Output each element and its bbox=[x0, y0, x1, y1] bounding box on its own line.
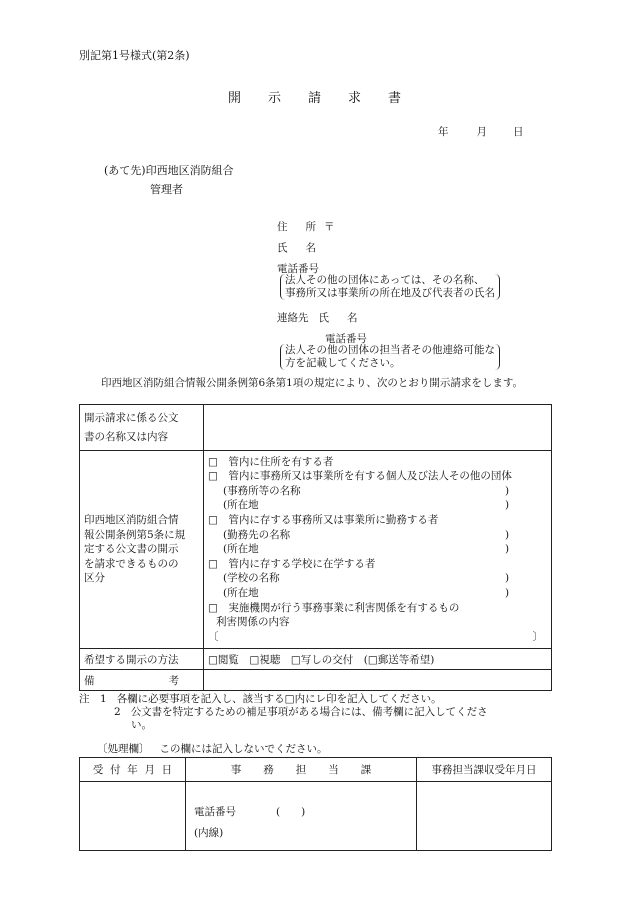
contact-note-line: 法人その他の団体の担当者その他連絡可能な bbox=[285, 344, 495, 356]
remarks-char: 備 bbox=[84, 674, 95, 687]
address-label-char: 所 bbox=[305, 221, 316, 233]
workplace-address-field[interactable] bbox=[208, 542, 547, 557]
method-label-cell: 希望する開示の方法 bbox=[80, 649, 204, 670]
header-char: 日 bbox=[161, 764, 173, 776]
title-char: 書 bbox=[388, 91, 403, 106]
contact-label: 連絡先 bbox=[277, 312, 309, 324]
checkbox-resident[interactable]: □ 管内に住所を有する者 bbox=[208, 455, 334, 468]
applicant-phone-label: 電話番号 bbox=[277, 263, 319, 275]
checkbox-employee[interactable]: □ 管内に存する事務所又は事業所に勤務する者 bbox=[208, 514, 439, 527]
table-row bbox=[80, 405, 552, 451]
note-1 bbox=[79, 693, 488, 706]
date-field[interactable] bbox=[438, 124, 524, 139]
applicant-name-field[interactable] bbox=[277, 240, 316, 255]
remarks-label-cell bbox=[80, 670, 204, 691]
header-char: 年 bbox=[127, 764, 138, 776]
org-note-line: 法人その他の団体にあっては、その名称、 bbox=[285, 274, 485, 286]
title-char: 請 bbox=[307, 91, 322, 106]
workplace-name-field[interactable] bbox=[208, 528, 547, 543]
school-address-field[interactable] bbox=[208, 586, 547, 601]
category-label-line: 印西地区消防組合情 bbox=[84, 514, 179, 527]
phone-paren: ( ) bbox=[276, 806, 306, 818]
title-char: 開 bbox=[227, 91, 242, 106]
department-received-cell[interactable] bbox=[417, 782, 552, 851]
category-label-line: を請求できるものの bbox=[84, 557, 179, 570]
title-char: 求 bbox=[348, 91, 363, 106]
note-text: 公文書を特定するための補足事項がある場合には、備考欄に記入してくださ bbox=[130, 706, 488, 718]
request-table bbox=[79, 404, 552, 691]
checkbox-student[interactable]: □ 管内に存する学校に在学する者 bbox=[208, 557, 376, 570]
checkbox-office-holder[interactable]: □ 管内に事務所又は事業所を有する個人及び法人その他の団体 bbox=[208, 470, 512, 483]
school-address-label: (所在地 bbox=[223, 586, 259, 599]
category-label-line: 区分 bbox=[84, 572, 105, 585]
phone-line bbox=[194, 802, 416, 823]
contact-name-char: 名 bbox=[347, 312, 358, 324]
note-number: 2 bbox=[114, 706, 121, 718]
remarks-input-cell[interactable] bbox=[204, 670, 552, 691]
table-row bbox=[80, 451, 552, 649]
table-row bbox=[80, 758, 552, 782]
workplace-address-label: (所在地 bbox=[223, 543, 259, 556]
document-label-line: 開示請求に係る公文 bbox=[84, 411, 179, 424]
remarks-char: 考 bbox=[168, 674, 179, 687]
workplace-name-label: (勤務先の名称 bbox=[223, 528, 291, 541]
office-address-field[interactable] bbox=[208, 498, 547, 513]
form-label: 別記第1号様式(第2条) bbox=[79, 49, 190, 62]
header-char: 付 bbox=[110, 764, 121, 776]
title-char: 示 bbox=[267, 91, 282, 106]
office-name-field[interactable] bbox=[208, 484, 547, 499]
document-input-cell[interactable] bbox=[204, 405, 552, 451]
applicant-address-field[interactable] bbox=[277, 219, 335, 234]
checkbox-stakeholder[interactable]: □ 実施機関が行う事務事業に利害関係を有するもの bbox=[208, 601, 460, 614]
extension-label: (内線) bbox=[194, 827, 224, 839]
intro-text: 印西地区消防組合情報公開条例第6条第1項の規定により、次のとおり開示請求をします。 bbox=[101, 377, 524, 389]
phone-label: 電話番号 bbox=[194, 806, 236, 818]
department-cell[interactable] bbox=[186, 782, 417, 851]
date-month-label: 月 bbox=[476, 126, 487, 138]
table-row bbox=[80, 670, 552, 691]
contact-note-bracket bbox=[280, 344, 500, 370]
contact-phone-label: 電話番号 bbox=[325, 333, 367, 345]
date-day-label: 日 bbox=[513, 126, 524, 138]
postal-mark: 〒 bbox=[324, 221, 335, 233]
header-char: 月 bbox=[144, 764, 155, 776]
office-name-label: (事務所等の名称 bbox=[223, 484, 301, 497]
contact-name-char: 氏 bbox=[318, 312, 329, 324]
method-options-cell[interactable]: □閲覧 □視聴 □写しの交付 (□郵送等希望) bbox=[204, 649, 552, 670]
category-label-line: 報公開条例第5条に規 bbox=[84, 528, 186, 541]
contact-note-line: 方を記載してください。 bbox=[285, 357, 401, 369]
bracket-close: 〕 bbox=[532, 630, 543, 643]
header-char: 当 bbox=[328, 764, 339, 776]
header-char: 課 bbox=[360, 764, 372, 776]
department-header bbox=[186, 758, 417, 782]
addressee-title: 管理者 bbox=[150, 183, 183, 196]
note-2 bbox=[79, 706, 488, 719]
header-char: 務 bbox=[263, 764, 274, 776]
processing-note: この欄には記入しないでください。 bbox=[159, 743, 328, 755]
date-year-label: 年 bbox=[438, 126, 449, 138]
category-label-cell bbox=[80, 451, 204, 649]
header-char: 事 bbox=[230, 764, 242, 776]
document-label-cell bbox=[80, 405, 204, 451]
interest-field[interactable] bbox=[208, 630, 547, 645]
school-name-field[interactable] bbox=[208, 571, 547, 586]
note-number: 注 1 bbox=[79, 693, 107, 705]
office-address-label: (所在地 bbox=[223, 499, 259, 512]
interest-label: 利害関係の内容 bbox=[216, 616, 290, 629]
processing-tag: 〔処理欄〕 bbox=[97, 743, 150, 755]
contact-name-field[interactable] bbox=[277, 310, 358, 325]
paren-close: ) bbox=[505, 484, 510, 497]
org-note-line: 事務所又は事業所の所在地及び代表者の氏名 bbox=[285, 287, 495, 299]
processing-label bbox=[97, 741, 328, 756]
category-label-line: 定する公文書の開示 bbox=[84, 543, 179, 556]
paren-close: ) bbox=[505, 572, 510, 585]
header-char: 受 bbox=[92, 764, 104, 776]
org-note-bracket bbox=[280, 274, 500, 300]
document-label-line: 書の名称又は内容 bbox=[84, 430, 168, 443]
address-label-char: 住 bbox=[277, 221, 288, 233]
paren-close: ) bbox=[505, 586, 510, 599]
bracket-open: 〔 bbox=[208, 630, 219, 643]
school-name-label: (学校の名称 bbox=[223, 572, 280, 585]
category-options-cell bbox=[204, 451, 552, 649]
received-date-header bbox=[80, 758, 186, 782]
table-row bbox=[80, 782, 552, 851]
name-label-char: 氏 bbox=[277, 242, 288, 254]
paren-close: ) bbox=[505, 528, 510, 541]
note-text: 各欄に必要事項を記入し、該当する□内にレ印を記入してください。 bbox=[116, 693, 442, 705]
received-date-cell[interactable] bbox=[80, 782, 186, 851]
header-char: 担 bbox=[295, 764, 307, 776]
form-title bbox=[0, 87, 630, 106]
name-label-char: 名 bbox=[305, 242, 316, 254]
paren-close: ) bbox=[505, 499, 510, 512]
addressee: (あて先)印西地区消防組合 bbox=[104, 164, 234, 177]
notes bbox=[79, 693, 488, 732]
department-received-header: 事務担当課収受年月日 bbox=[417, 758, 552, 782]
processing-table bbox=[79, 757, 552, 851]
note-2-cont: い。 bbox=[131, 719, 152, 731]
paren-close: ) bbox=[505, 543, 510, 556]
table-row bbox=[80, 649, 552, 670]
